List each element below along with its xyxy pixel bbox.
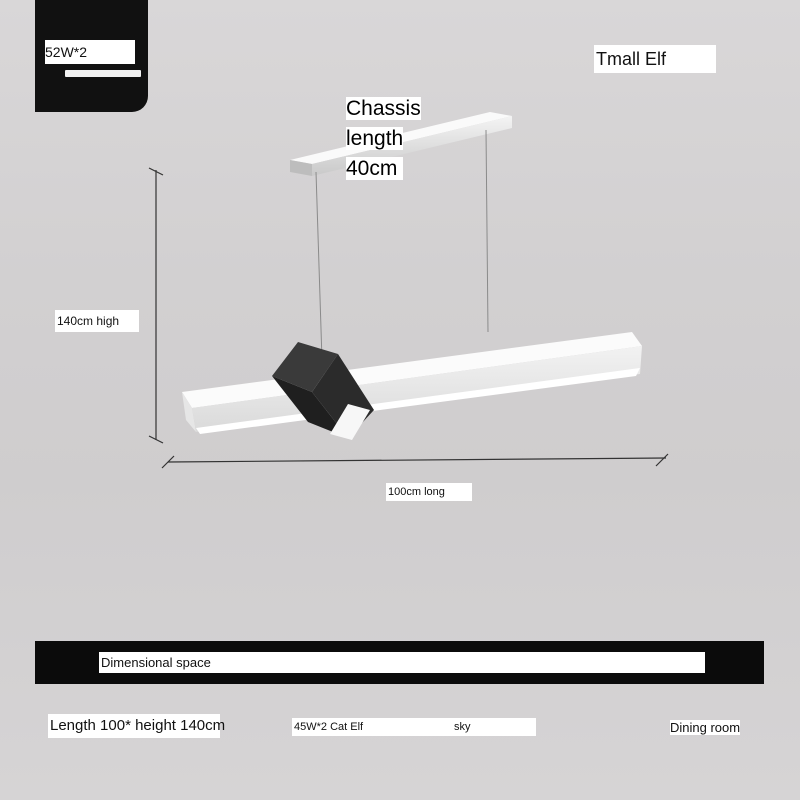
- spec-power: 45W*2 Cat Elf: [292, 718, 454, 736]
- badge-underline: [65, 70, 141, 77]
- light-bar: [182, 332, 642, 434]
- spec-room-text: Dining room: [670, 720, 741, 735]
- suspension-wire: [486, 130, 488, 332]
- height-label: 140cm high: [55, 310, 139, 332]
- height-dimension-line: [149, 168, 163, 443]
- voice-assistant-label: Tmall Elf: [594, 45, 716, 73]
- black-light-module: [272, 342, 374, 440]
- suspension-wire: [316, 172, 322, 360]
- length-label: 100cm long: [386, 483, 472, 501]
- length-dimension-line: [162, 454, 668, 468]
- chassis-length-label: [346, 94, 458, 180]
- spec-room: [668, 718, 741, 738]
- chassis-length-text: Chassis length 40cm: [346, 97, 421, 180]
- badge-power-label: 52W*2: [45, 40, 135, 64]
- spec-color: sky: [452, 718, 536, 736]
- spec-size: Length 100* height 140cm: [48, 714, 220, 738]
- section-title: Dimensional space: [99, 652, 705, 673]
